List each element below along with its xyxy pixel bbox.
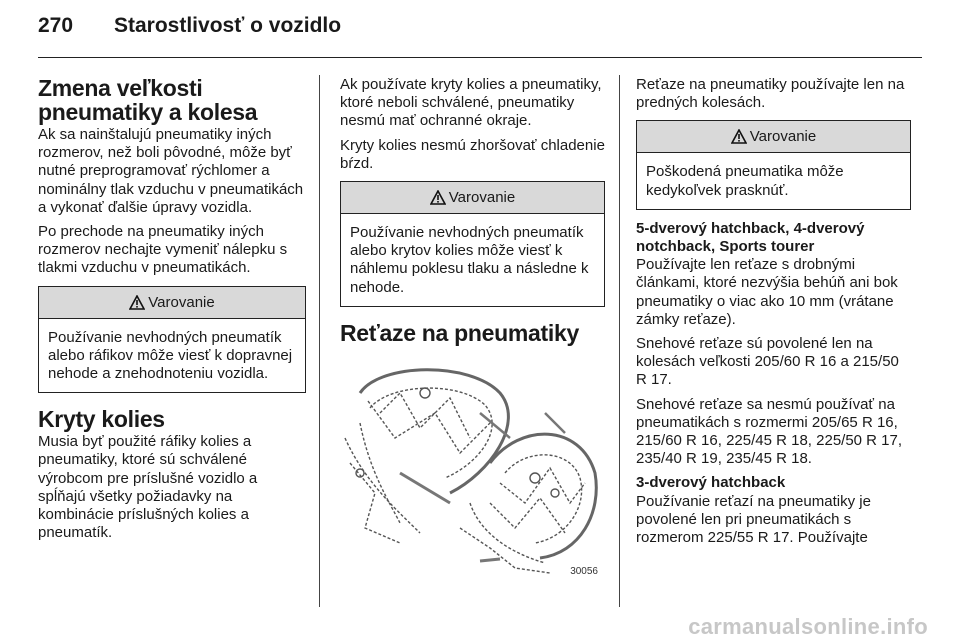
paragraph: Používajte len reťaze s drobnými článkami, ktoré nezvýšia behúň ani bok pneumatiky o viac ako 10 mm (vrátane zámky reťaze). — [636, 256, 898, 328]
subheading-5door: 5-dverový hatchback, 4-dverový notchback, Sports tourer — [636, 219, 865, 256]
subheading-3door: 3-dverový hatchback — [636, 474, 786, 492]
header-rule — [38, 57, 922, 58]
warning-box — [38, 286, 306, 394]
snow-chains-drawing — [340, 353, 602, 579]
figure-number: 30056 — [570, 565, 598, 577]
paragraph: Snehové reťaze sa nesmú používať na pneumatikách s rozmermi 205/65 R 16, 215/60 R 16, 225/45 R 18, 225/50 R 17, 235/40 R 19, 235/45 R 18. — [636, 395, 903, 468]
paragraph: Musia byť použité ráfiky kolies a pneumatiky, ktoré sú schválené výrobcom pre príslušné vozidlo a spĺňajú všetky požiadavky na kombinácie príslušných kolies a pneumatík. — [38, 433, 258, 542]
warning-title: Varovanie — [448, 189, 516, 207]
column-1 — [38, 66, 306, 548]
paragraph: Reťaze na pneumatiky používajte len na predných kolesách. — [636, 76, 905, 112]
warning-text: Poškodená pneumatika môže kedykoľvek prasknúť. — [646, 163, 844, 199]
section-heading-wheel-covers: Kryty kolies — [38, 406, 165, 433]
page-number: 270 — [38, 14, 74, 37]
warning-header — [39, 287, 305, 319]
column-divider-1 — [319, 75, 320, 607]
warning-header — [341, 182, 604, 214]
paragraph: Používanie reťazí na pneumatiky je povolené len pri pneumatikách s rozmerom 225/55 R 17. Používajte — [636, 492, 871, 547]
warning-title: Varovanie — [749, 128, 817, 146]
column-2 — [340, 66, 605, 579]
warning-header — [637, 121, 910, 153]
page-title: Starostlivosť o vozidlo — [114, 14, 342, 37]
paragraph: Snehové reťaze sú povolené len na kolesách veľkosti 205/60 R 16 a 215/50 R 17. — [636, 335, 899, 389]
paragraph: Ak používate kryty kolies a pneumatiky, ktoré neboli schválené, pneumatiky nesmú mať ochranné okraje. — [340, 76, 602, 130]
section-heading-tire-size: Zmena veľkosti pneumatiky a kolesa — [38, 75, 258, 125]
warning-triangle-icon — [430, 190, 446, 205]
warning-box — [340, 181, 605, 307]
paragraph: Po prechode na pneumatiky iných rozmerov nechajte vymeniť nálepku s tlakmi vzduchu v pneumatikách. — [38, 223, 288, 277]
paragraph: Ak sa nainštalujú pneumatiky iných rozmerov, než boli pôvodné, môže byť nutné preprogramovať rýchlomer a nominálny tlak vzduchu v pneumatikách a vykonať ďalšie úpravy vozidla. — [38, 126, 304, 216]
section-heading-snow-chains: Reťaze na pneumatiky — [340, 319, 579, 346]
warning-text: Používanie nevhodných pneumatík alebo ráfikov môže viesť k dopravnej nehode a znehodnoteniu vozidla. — [48, 328, 293, 383]
warning-box — [636, 120, 911, 209]
warning-triangle-icon — [731, 129, 747, 144]
watermark: carmanualsonline.info — [688, 614, 928, 639]
warning-text: Používanie nevhodných pneumatík alebo krytov kolies môže viesť k náhlemu poklesu tlaku a následne k nehode. — [350, 224, 589, 296]
page-header — [38, 14, 341, 44]
warning-title: Varovanie — [148, 293, 215, 311]
column-divider-2 — [619, 75, 620, 607]
paragraph: Kryty kolies nesmú zhoršovať chladenie bŕzd. — [340, 136, 605, 172]
warning-triangle-icon — [129, 295, 145, 310]
column-3 — [636, 66, 911, 553]
snow-chains-illustration — [340, 353, 602, 579]
